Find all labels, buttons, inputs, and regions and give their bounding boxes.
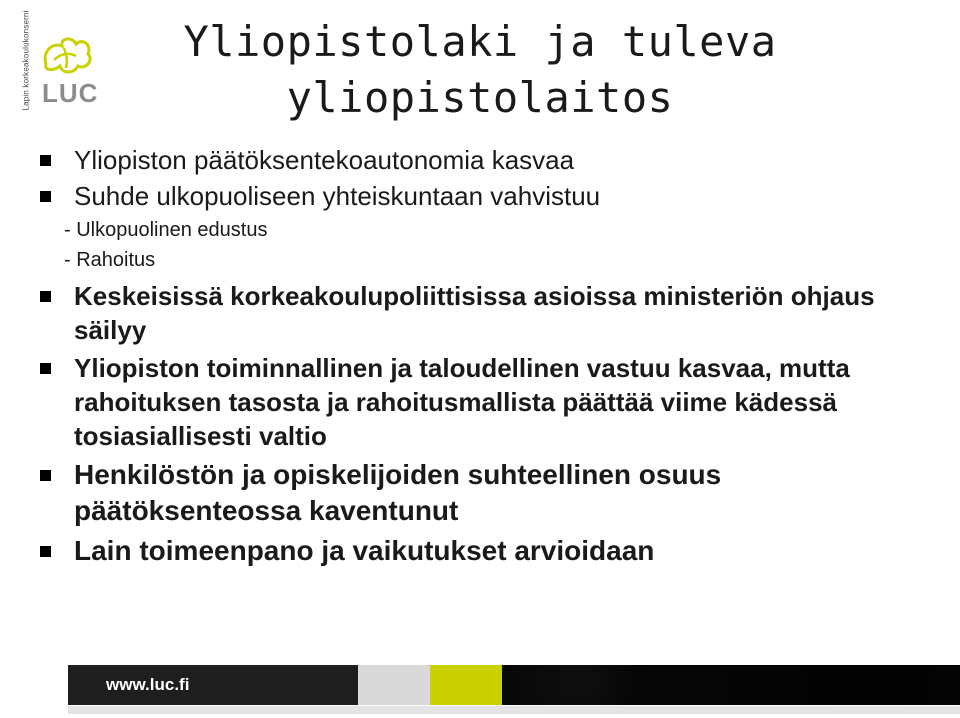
- square-bullet-icon: [40, 363, 51, 374]
- bullet-item: [36, 179, 946, 213]
- footer-bottom-strip: [68, 706, 960, 714]
- bullet-text: Yliopiston toiminnallinen ja taloudellinen vastuu kasvaa, mutta rahoituksen tasosta ja rahoitusmallista päättää viime kädessä tosiasiallisesti valtio: [74, 353, 850, 451]
- bullet-text: Suhde ulkopuoliseen yhteiskuntaan vahvistuu: [74, 181, 601, 211]
- square-bullet-icon: [40, 155, 51, 166]
- footer-gray-block: [358, 665, 430, 705]
- leaf-logo-icon: [38, 34, 94, 78]
- bullet-text: Yliopiston päätöksentekoautonomia kasvaa: [74, 145, 575, 175]
- square-bullet-icon: [40, 291, 51, 302]
- bullet-text: Keskeisissä korkeakoulupoliittisissa asioissa ministeriön ohjaus säilyy: [74, 281, 875, 345]
- bullet-item: [36, 279, 946, 347]
- sub-list: [36, 215, 946, 275]
- bullet-item: [36, 143, 946, 177]
- slide-title: [120, 14, 840, 126]
- bullet-text: Lain toimeenpano ja vaikutukset arvioidaan: [74, 535, 655, 566]
- bullet-item: [36, 533, 946, 569]
- sub-item: - Rahoitus: [64, 249, 156, 271]
- square-bullet-icon: [40, 470, 51, 481]
- square-bullet-icon: [40, 191, 51, 202]
- footer-bar: [68, 665, 960, 705]
- footer-green-block: [430, 665, 502, 705]
- footer-url-block: [68, 665, 358, 705]
- luc-logo: [18, 9, 99, 112]
- bullet-list: [36, 143, 946, 573]
- sub-item: - Ulkopuolinen edustus: [64, 219, 268, 241]
- title-line-2: yliopistolaitos: [286, 73, 674, 122]
- logo-text: LUC: [42, 78, 99, 108]
- square-bullet-icon: [40, 546, 51, 557]
- bullet-item: [36, 457, 946, 529]
- title-line-1: Yliopistolaki ja tuleva: [183, 17, 777, 66]
- logo-vertical-text: Lapin korkeakoulukonserni: [21, 9, 31, 111]
- footer-photo-strip: [502, 665, 960, 705]
- bullet-text: Henkilöstön ja opiskelijoiden suhteellinen osuus päätöksenteossa kaventunut: [74, 459, 722, 526]
- footer-url[interactable]: www.luc.fi: [106, 675, 190, 694]
- bullet-item: [36, 351, 946, 453]
